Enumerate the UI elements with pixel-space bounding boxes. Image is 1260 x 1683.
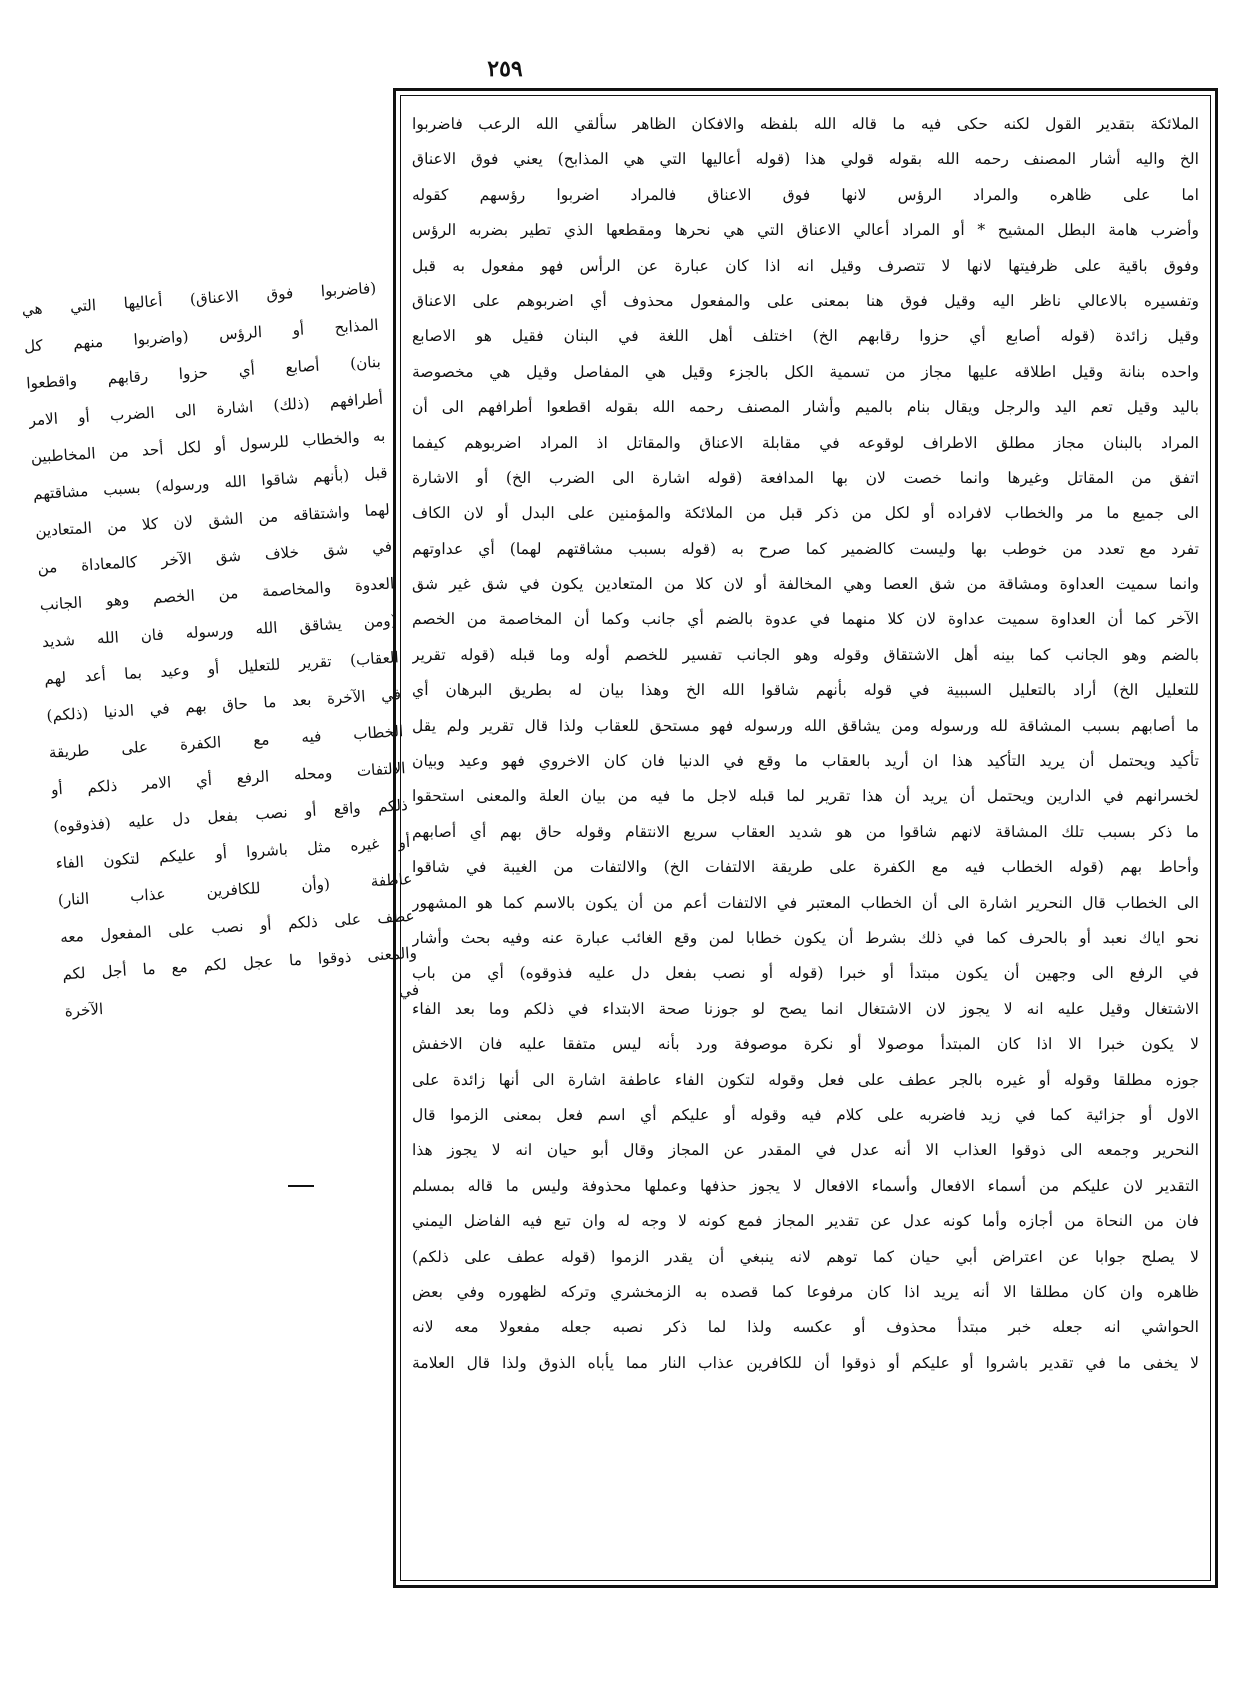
commentary-line: في الرفع الى وجهين أن يكون مبتدأ أو خبرا (قوله أو نصب بفعل دل عليه فذوقوه) أي من باب [412, 964, 1199, 983]
margin-line: العدوة والمخاصمة من الخصم وهو الجانب [39, 574, 395, 615]
commentary-line: وفوق باقية على ظرفيتها لانها لا تتصرف وقيل انه اذا كان عبارة عن الرأس فهو مفعول به قبل [412, 256, 1199, 275]
commentary-line: الى جميع ما مر والخطاب لافراده أو لكل من ذكر قبل من الملائكة والمؤمنين على البدل أو لان الكاف [412, 504, 1199, 523]
main-text-frame [393, 88, 1218, 1588]
commentary-line: وأضرب هامة البطل المشيح * أو المراد أعالي الاعناق التي هي نحرها ومقطعها الذي تطير بضربه الرؤس [412, 221, 1199, 240]
margin-line: الخطاب فيه مع الكفرة على طريقة [48, 722, 404, 762]
margin-line: عطف على ذلكم أو نصب على المفعول معه [59, 906, 416, 947]
page-number: ٢٥٩ [487, 56, 523, 82]
commentary-line: الى الخطاب قال النحرير اشارة الى أن الخطاب المعتبر في الالتفات أعم من أن يكون بالاسم كما هو المشهور [412, 893, 1199, 912]
commentary-line: بالضم وهو الجانب كما بينه أهل الاشتقاق وقوله وهو الجانب تفسير للخصم أوله وما قبله (قوله تقرير [412, 645, 1199, 664]
commentary-line: الملائكة بتقدير القول لكنه حكى فيه ما قاله الله بلفظه والافكان الظاهر سألقي الله الرعب فاضربوا [412, 115, 1199, 133]
commentary-line: النحرير وجمعه الى ذوقوا العذاب الا أنه عدل في المقدر عن المجاز وقال أبو حيان انه لا يجوز هذا [412, 1141, 1199, 1160]
commentary-line: ما ذكر بسبب تلك المشاقة لانهم شاقوا من هو شديد العقاب سريع الانتقام وقوله حاق بهم أي أصابهم [412, 822, 1199, 841]
commentary-line: تفرد مع تعدد من خوطب بها وليست كالضمير كما صرح به (قوله بسبب مشاقتهم لهما) أي عداوتهم [412, 539, 1199, 558]
margin-line: به والخطاب للرسول أو لكل أحد من المخاطبين [30, 426, 386, 467]
margin-separator [288, 1185, 314, 1187]
margin-line: عاطفة (وأن للكافرين عذاب النار) [57, 869, 413, 910]
margin-line: بنان) أصابع أي حزوا رقابهم واقطعوا [25, 352, 382, 393]
margin-line: أطرافهم (ذلك) اشارة الى الضرب أو الامر [27, 389, 384, 430]
commentary-text [412, 107, 1199, 1569]
commentary-line: واحده بنانة وقيل اطلاقه عليها مجاز من تسمية الكل بالجزء وقيل هي المفاصل وقيل هي مخصوصة [412, 362, 1199, 381]
commentary-line: الخ واليه أشار المصنف رحمه الله بقوله قولي هذا (قوله أعاليها التي هي المذابح) يعني فوق الاعناق [412, 150, 1199, 169]
commentary-line: باليد وقيل تعم اليد والرجل ويقال بنام بالميم وأشار المصنف رحمه الله بقوله اقطعوا أطرافهم الى أن [412, 398, 1199, 417]
commentary-line: الآخر كما أن العداوة سميت عداوة لان كلا منهما في عدوة بالضم أي جانب وكما أن المخاصمة من الخصم [412, 610, 1199, 629]
commentary-line: لخسرانهم في الدارين ويحتمل أن يريد أن هذا تقرير لما قبله لاجل ما فيه من بيان العلة والمعنى استحقوا [412, 787, 1199, 806]
commentary-line: وأحاط بهم (قوله الخطاب فيه مع الكفرة على طريقة الالتفات الخ) والالتفات من الغيبة في شاقوا [412, 858, 1199, 877]
commentary-line: لا يخفى ما في تقدير باشروا أو عليكم أو ذوقوا أن للكافرين عذاب النار مما يأباه الذوق ولذا قال العلامة [412, 1353, 1199, 1372]
commentary-line: التقدير لان عليكم من أسماء الافعال وأسماء الافعال لا يجوز حذفها وعملها محذوفة وليس ما قاله بمسلم [412, 1176, 1199, 1195]
commentary-line: ظاهره وان كان مطلقا الا أنه يريد اذا كان مرفوعا كما قصده به الزمخشري وتركه لظهوره وفي بعض [412, 1282, 1199, 1301]
commentary-line: المراد بالبنان مجاز مطلق الاطراف لوقوعه في مقابلة الاعناق والمقاتل اذ المراد اضربوهم كيفما [412, 433, 1199, 452]
margin-line: لهما واشتقاقه من الشق لان كلا من المتعادين [34, 500, 391, 541]
commentary-line: وقيل زائدة (قوله أصابع أي حزوا رقابهم الخ) اختلف أهل اللغة في البنان فقيل هو الاصابع [412, 327, 1199, 346]
commentary-line: الاول أو جزائية كما في زيد فاضربه على كلام فيه وقوله أو عليكم أي اسم فعل بمعنى الزموا قال [412, 1105, 1199, 1124]
commentary-line: ما أصابهم بسبب المشاقة لله ورسوله ومن يشاقق الله ورسوله فهو مستحق للعقاب ولذا قال تقرير ولم يقل [412, 716, 1199, 735]
commentary-line: تأكيد ويحتمل أن يريد التأكيد هذا ان أريد بالعقاب ما وقع في الدنيا فان كان الاخروي فهو وعيد وبيان [412, 752, 1199, 771]
margin-line: العقاب) تقرير للتعليل أو وعيد بما أعد لهم [43, 648, 400, 688]
commentary-line: اتفق من المقاتل وغيرها وانما خصت لان بها المدافعة (قوله اشارة الى الضرب الخ) أو الاشارة [412, 468, 1199, 487]
commentary-line: لا يكون خبرا الا اذا كان المبتدأ موصولا أو نكرة موصوفة ورد بأنه ليس متفقا عليه فان الاخفش [412, 1035, 1199, 1054]
commentary-line: اما على ظاهره والمراد الرؤس لانها فوق الاعناق فالمراد اضربوا رؤسهم كقوله [412, 185, 1199, 204]
margin-line: (فاضربوا فوق الاعناق) أعاليها التي هي [21, 278, 377, 319]
margin-line: (ومن يشاقق الله ورسوله فان الله شديد [41, 611, 397, 652]
margin-line: المذابح أو الرؤس (واضربوا منهم كل [23, 315, 379, 356]
commentary-line: للتعليل الخ) أراد بالتعليل السببية في قوله بأنهم شاقوا الله الخ وهذا بيان له بطريق البرهان أي [412, 681, 1199, 700]
commentary-line: الاشتغال وقيل عليه انه لا يجوز لان الاشتغال انما يصح لو جوزنا صحة الابتداء في ذلكم وما بعد الفاء [412, 999, 1199, 1018]
margin-line: أو غيره مثل باشروا أو عليكم لتكون الفاء [55, 832, 411, 873]
margin-line: في الآخرة بعد ما حاق بهم في الدنيا (ذلكم) [46, 685, 402, 725]
margin-line: والمعنى ذوقوا ما عجل لكم مع ما أجل لكم [61, 943, 418, 984]
margin-line: في الآخرة [64, 980, 420, 1021]
commentary-line: وتفسيره بالاعالي ناظر اليه وقيل فوق هنا بمعنى على والمفعول محذوف أي اضربوهم على الاعناق [412, 291, 1199, 310]
commentary-line: الحواشي انه جعله خبر مبتدأ محذوف أو عكسه ولذا لما ذكر نصبه جعله مفعولا معه لانه [412, 1318, 1199, 1337]
margin-line: في شق خلاف شق الآخر كالمعاداة من [37, 537, 393, 578]
commentary-line: لا يصلح جوابا عن اعتراض أبي حيان كما توهم لانه ينبغي أن يقدر الزموا (قوله عطف على ذلكم) [412, 1247, 1199, 1266]
commentary-line: فان من النحاة من أجازه وأما كونه عدل عن تقدير المجاز فمع كونه لا وجه له وان تبع فيه الفاضل اليمني [412, 1212, 1199, 1231]
commentary-line: وانما سميت العداوة ومشاقة من شق العصا وهي المخالفة أو لان كلا من المتعادين يكون في شق غير شق [412, 575, 1199, 594]
margin-line: الالتفات ومحله الرفع أي الامر ذلكم أو [50, 759, 407, 799]
commentary-line: جوزه مطلقا وقوله أو غيره بالجر عطف على فعل وقوله لتكون الفاء عاطفة اشارة الى أنها زائدة على [412, 1070, 1199, 1089]
margin-line: ذلكم واقع أو نصب بفعل دل عليه (فذوقوه) [52, 796, 409, 836]
margin-tafsir-text [21, 270, 421, 1030]
commentary-line: نحو اياك نعبد أو بالحرف كما في ذلك بشرط أن يكون خطابا لمن وقع الغائب عبارة عنه وفيه بحث وأشار [412, 928, 1199, 947]
margin-line: قبل (بأنهم شاقوا الله ورسوله) بسبب مشاقتهم [32, 463, 388, 504]
